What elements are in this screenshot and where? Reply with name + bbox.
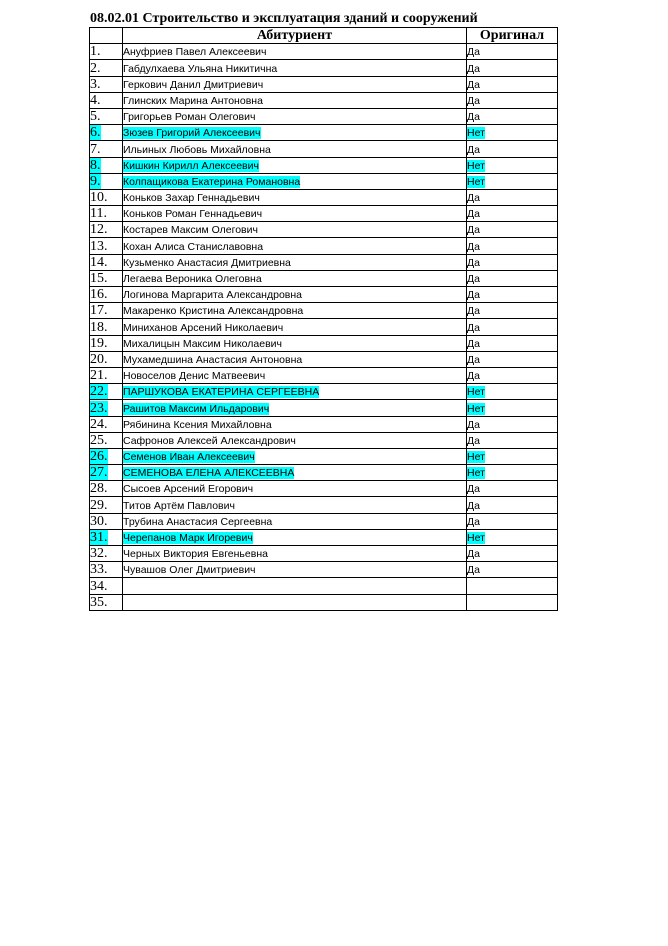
table-row [90,206,558,222]
table-row [90,238,558,254]
row-number: 3. [90,76,101,92]
row-number-cell [90,270,123,286]
applicant-name: Кохан Алиса Станиславовна [123,240,264,253]
header-original: Оригинал [467,28,558,44]
original-status: Да [467,434,480,447]
original-status-cell [467,206,558,222]
original-status: Да [467,224,480,237]
table-row [90,141,558,157]
original-status-cell [467,287,558,303]
row-number-cell [90,497,123,513]
applicant-name-cell [123,481,467,497]
original-status-cell [467,465,558,481]
table-row [90,189,558,205]
original-status-cell [467,60,558,76]
applicant-name: Логинова Маргарита Александровна [123,289,303,302]
row-number: 15. [90,271,108,286]
row-number-cell [90,513,123,529]
original-status-cell [467,513,558,529]
table-row [90,335,558,351]
table-row [90,578,558,594]
original-status: Да [467,273,480,285]
table-header-row [90,28,558,44]
original-status: Да [467,353,480,366]
applicant-name: Черных Виктория Евгеньевна [123,548,268,561]
row-number-cell [90,335,123,351]
row-number-cell [90,481,123,497]
applicant-name: Михалицын Максим Николаевич [123,337,283,350]
original-status-cell [467,173,558,189]
row-number-cell [90,141,123,157]
original-status: Нет [467,159,485,172]
table-row [90,594,558,610]
original-status: Да [467,564,480,577]
applicant-name: Рябинина Ксения Михайловна [123,418,272,431]
original-status-cell [467,432,558,448]
row-number: 28. [90,481,108,497]
table-row [90,384,558,400]
row-number-cell [90,60,123,76]
row-number-cell [90,546,123,562]
original-status-cell [467,400,558,416]
applicant-name: Ануфриев Павел Алексеевич [123,46,267,59]
row-number: 25. [90,432,108,448]
original-status: Да [467,337,480,350]
applicant-name-cell [123,254,467,270]
row-number: 11. [90,206,107,222]
original-status: Нет [467,127,485,140]
table-row [90,287,558,303]
original-status-cell [467,238,558,254]
applicant-name-cell [123,206,467,222]
applicant-name: Кузьменко Анастасия Дмитриевна [123,256,291,269]
original-status: Да [467,483,480,496]
original-status: Да [467,548,480,561]
applicants-table [89,27,558,611]
applicant-name: Легаева Вероника Олеговна [123,273,262,285]
applicant-name-cell [123,562,467,578]
original-status-cell [467,497,558,513]
applicant-name: Ильиных Любовь Михайловна [123,143,271,156]
table-row [90,60,558,76]
applicant-name: Костарев Максим Олегович [123,224,258,237]
original-status-cell [467,270,558,286]
original-status: Нет [467,175,485,188]
applicant-name-cell [123,92,467,108]
applicant-name: Новоселов Денис Матвеевич [123,370,266,383]
original-status: Да [467,143,480,156]
applicant-name-cell [123,319,467,335]
row-number: 17. [90,303,108,319]
table-row [90,367,558,383]
applicant-name: Рашитов Максим Ильдарович [123,402,270,415]
row-number-cell [90,432,123,448]
original-status-cell [467,351,558,367]
row-number: 26. [90,449,108,465]
original-status: Да [467,321,480,334]
applicant-name-cell [123,367,467,383]
table-row [90,351,558,367]
original-status: Да [467,78,480,91]
row-number-cell [90,44,123,60]
table-row [90,270,558,286]
applicant-name-cell [123,125,467,141]
row-number-cell [90,465,123,481]
original-status-cell [467,367,558,383]
applicant-name: Черепанов Марк Игоревич [123,532,253,544]
applicant-name-cell [123,400,467,416]
applicant-name-cell [123,416,467,432]
row-number: 31. [90,530,108,545]
applicant-name: Зюзев Григорий Алексеевич [123,127,261,140]
table-row [90,562,558,578]
applicant-name-cell [123,60,467,76]
applicant-name: Сафронов Алексей Александрович [123,434,296,447]
applicant-name-cell [123,546,467,562]
row-number-cell [90,594,123,610]
original-status-cell [467,335,558,351]
row-number: 8. [90,157,101,173]
table-row [90,173,558,189]
table-row [90,448,558,464]
row-number: 33. [90,562,108,578]
applicant-name-cell [123,513,467,529]
applicant-name-cell [123,270,467,286]
applicant-name-cell [123,44,467,60]
row-number: 32. [90,546,108,562]
applicant-name-cell [123,594,467,610]
original-status-cell [467,562,558,578]
table-row [90,303,558,319]
row-number: 4. [90,92,101,108]
table-row [90,497,558,513]
row-number-cell [90,222,123,238]
table-row [90,432,558,448]
row-number-cell [90,92,123,108]
table-row [90,125,558,141]
row-number: 13. [90,238,108,254]
original-status: Да [467,289,480,302]
original-status-cell [467,189,558,205]
row-number: 9. [90,173,101,189]
table-row [90,416,558,432]
original-status-cell [467,254,558,270]
row-number: 16. [90,287,108,303]
original-status: Да [467,418,480,431]
table-row [90,108,558,124]
row-number: 14. [90,254,108,270]
row-number: 29. [90,497,108,513]
applicant-name: Трубина Анастасия Сергеевна [123,515,273,528]
row-number: 10. [90,190,108,206]
header-applicant: Абитуриент [123,28,467,44]
applicant-name: Коньков Роман Геннадьевич [123,208,263,221]
applicant-name: Кишкин Кирилл Алексеевич [123,159,259,172]
original-status-cell [467,92,558,108]
original-status-cell [467,416,558,432]
original-status-cell [467,448,558,464]
applicant-name: Глинских Марина Антоновна [123,94,263,107]
row-number: 19. [90,335,108,351]
applicant-name-cell [123,222,467,238]
table-row [90,481,558,497]
row-number: 18. [90,319,108,335]
row-number: 24. [90,416,108,432]
original-status: Нет [467,467,485,480]
row-number: 23. [90,400,108,416]
applicant-name-cell [123,287,467,303]
row-number-cell [90,238,123,254]
row-number-cell [90,384,123,400]
row-number-cell [90,125,123,141]
original-status-cell [467,108,558,124]
applicant-name: Мухамедшина Анастасия Антоновна [123,353,303,366]
row-number-cell [90,529,123,545]
original-status-cell [467,125,558,141]
table-body [90,44,558,611]
row-number-cell [90,173,123,189]
row-number: 1. [90,44,101,60]
applicant-name: Чувашов Олег Дмитриевич [123,564,256,577]
original-status: Да [467,192,480,205]
row-number-cell [90,400,123,416]
header-number [90,28,123,44]
applicant-name: ПАРШУКОВА ЕКАТЕРИНА СЕРГЕЕВНА [123,386,320,399]
row-number-cell [90,287,123,303]
row-number: 21. [90,368,108,384]
original-status: Нет [467,402,485,415]
original-status: Да [467,240,480,253]
applicant-name-cell [123,157,467,173]
table-row [90,529,558,545]
applicant-name: СЕМЕНОВА ЕЛЕНА АЛЕКСЕЕВНА [123,467,295,480]
table-row [90,319,558,335]
applicant-name-cell [123,351,467,367]
original-status-cell [467,141,558,157]
applicant-name-cell [123,141,467,157]
original-status: Да [467,94,480,107]
original-status: Да [467,111,480,124]
original-status: Нет [467,532,485,544]
table-row [90,254,558,270]
row-number: 7. [90,141,101,157]
table-row [90,222,558,238]
row-number: 6. [90,125,101,141]
original-status: Да [467,305,480,318]
original-status-cell [467,529,558,545]
original-status: Да [467,370,480,383]
applicant-name-cell [123,432,467,448]
original-status: Да [467,256,480,269]
applicant-name-cell [123,238,467,254]
row-number-cell [90,319,123,335]
applicant-name-cell [123,76,467,92]
row-number-cell [90,448,123,464]
original-status: Да [467,499,480,512]
applicant-name-cell [123,578,467,594]
row-number-cell [90,206,123,222]
applicant-name: Титов Артём Павлович [123,499,235,512]
applicant-name: Коньков Захар Геннадьевич [123,192,260,205]
row-number-cell [90,254,123,270]
original-status-cell [467,594,558,610]
table-row [90,465,558,481]
original-status-cell [467,384,558,400]
applicant-name-cell [123,448,467,464]
row-number: 35. [90,594,108,610]
row-number: 22. [90,384,108,400]
original-status: Да [467,515,480,528]
row-number: 27. [90,465,108,481]
row-number-cell [90,189,123,205]
applicant-name: Геркович Данил Дмитриевич [123,78,264,91]
row-number-cell [90,351,123,367]
original-status-cell [467,546,558,562]
table-row [90,546,558,562]
row-number-cell [90,108,123,124]
applicant-name-cell [123,529,467,545]
applicant-name: Григорьев Роман Олегович [123,111,256,124]
original-status-cell [467,157,558,173]
original-status-cell [467,319,558,335]
row-number: 2. [90,60,101,76]
row-number: 34. [90,578,108,594]
row-number: 30. [90,513,108,529]
original-status-cell [467,481,558,497]
table-row [90,157,558,173]
applicant-name-cell [123,108,467,124]
applicant-name: Сысоев Арсений Егорович [123,483,254,496]
row-number-cell [90,562,123,578]
original-status-cell [467,303,558,319]
original-status-cell [467,578,558,594]
row-number-cell [90,76,123,92]
original-status-cell [467,44,558,60]
original-status: Да [467,62,480,75]
table-row [90,92,558,108]
table-row [90,76,558,92]
applicant-name-cell [123,497,467,513]
applicant-name-cell [123,384,467,400]
table-row [90,513,558,529]
row-number-cell [90,416,123,432]
original-status: Да [467,46,480,59]
applicant-name: Миниханов Арсений Николаевич [123,321,284,334]
table-row [90,44,558,60]
original-status: Нет [467,451,485,464]
applicant-name-cell [123,303,467,319]
applicant-name: Семенов Иван Алексеевич [123,451,255,464]
applicant-name-cell [123,189,467,205]
row-number-cell [90,303,123,319]
row-number: 5. [90,109,101,125]
table-row [90,400,558,416]
row-number-cell [90,578,123,594]
applicant-name: Колпащикова Екатерина Романовна [123,175,301,188]
row-number-cell [90,367,123,383]
applicant-name-cell [123,335,467,351]
document-title: 08.02.01 Строительство и эксплуатация зданий и сооружений [90,11,478,26]
applicant-name-cell [123,465,467,481]
applicant-name: Макаренко Кристина Александровна [123,305,304,318]
original-status: Да [467,208,480,221]
original-status: Нет [467,386,485,399]
original-status-cell [467,76,558,92]
row-number: 20. [90,351,108,367]
applicant-name-cell [123,173,467,189]
row-number: 12. [90,222,108,238]
row-number-cell [90,157,123,173]
original-status-cell [467,222,558,238]
applicant-name: Габдулхаева Ульяна Никитична [123,62,278,75]
